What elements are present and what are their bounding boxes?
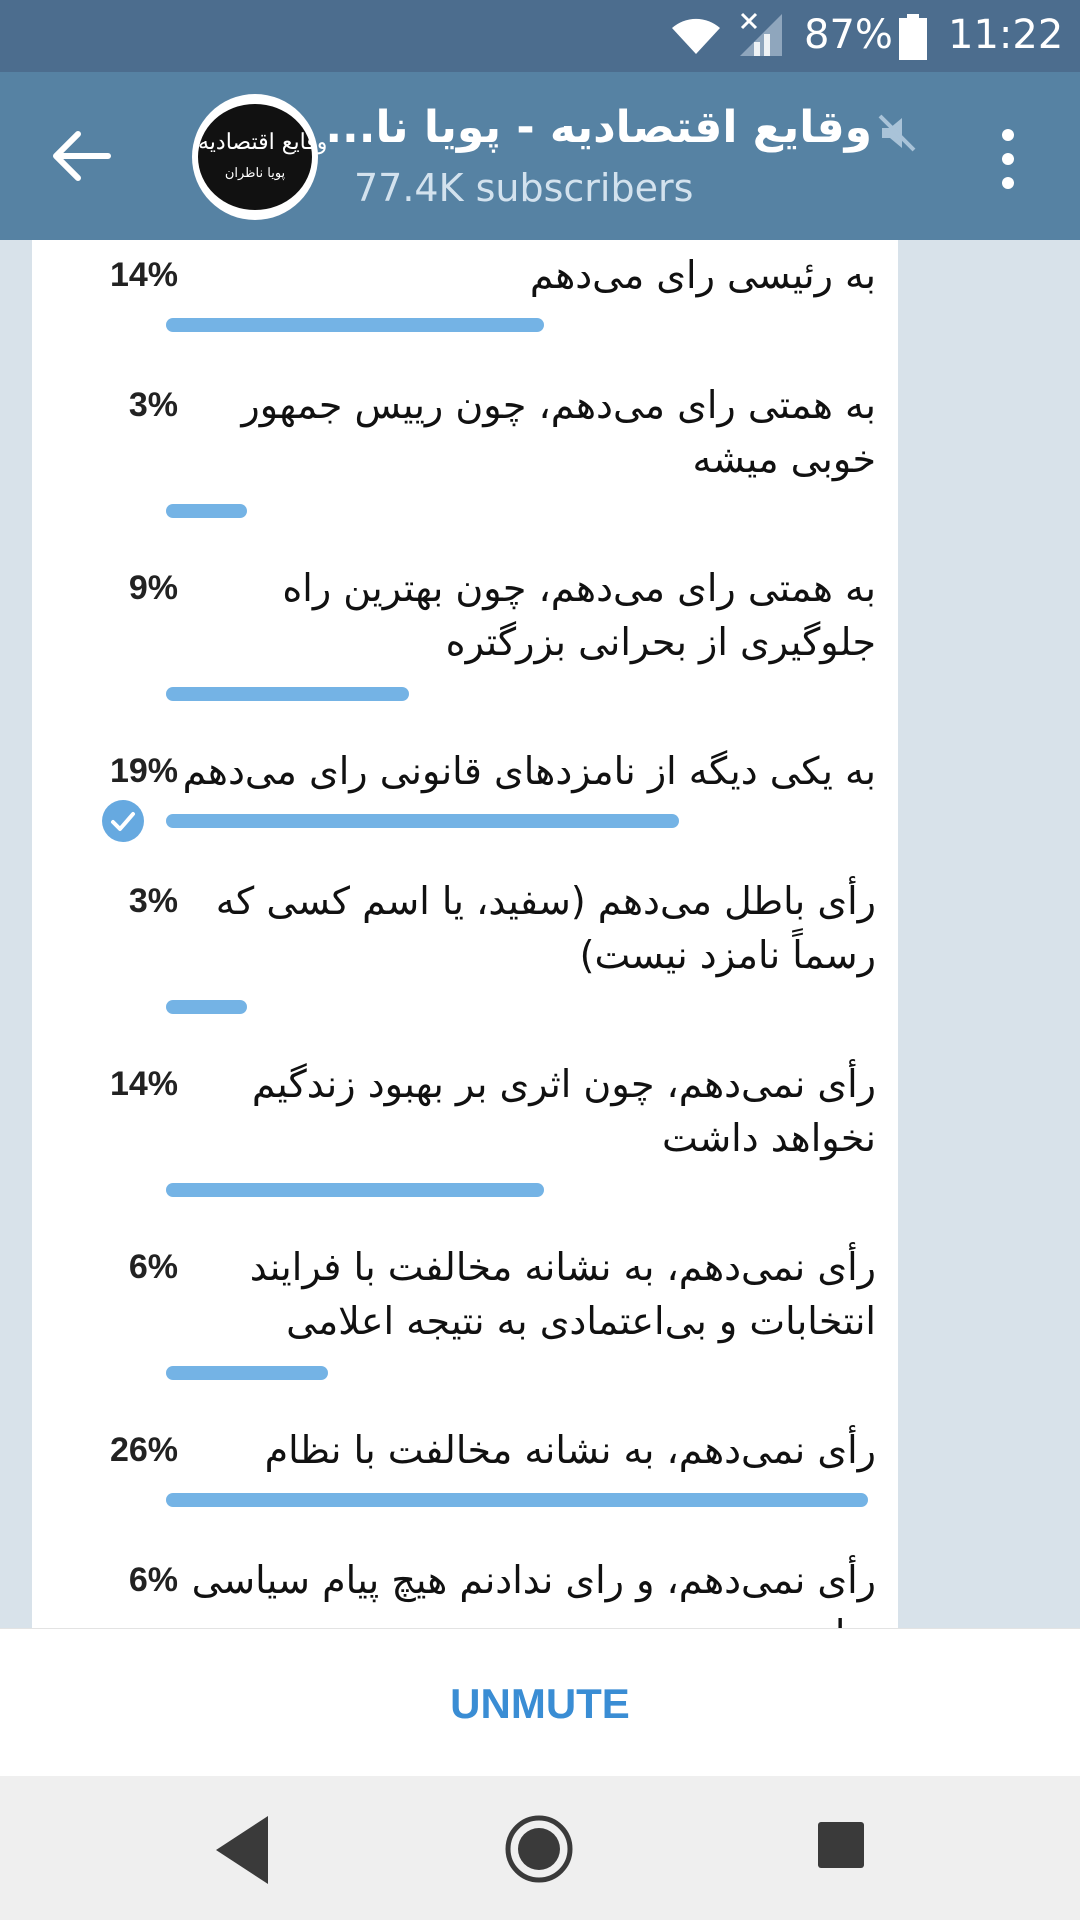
avatar-logo-text: وقایع اقتصادیه [198,130,328,155]
poll-option-text: به همتی رای می‌دهم، چون بهترین راه جلوگیری از بحرانی بزرگتره [282,566,876,664]
poll-result-bar [166,318,544,332]
poll-result-bar [166,504,247,518]
muted-speaker-icon [876,112,918,154]
poll-option-percent: 3% [128,882,178,920]
poll-option-percent: 9% [128,569,178,607]
avatar-logo-subtext: پویا ناظران [224,166,286,181]
poll-option-percent: 14% [109,1065,178,1103]
chat-background [0,240,1080,1628]
unmute-button[interactable]: UNMUTE [450,1680,630,1727]
poll-option-text: به رئیسی رای می‌دهم [529,253,876,297]
poll-result-bar [166,1493,868,1507]
subscriber-count: 77.4K subscribers [354,166,694,210]
signal-icon [738,12,784,58]
poll-option-text: رأی نمی‌دهم، به نشانه مخالفت با نظام [264,1428,876,1472]
poll-result-bar [166,687,409,701]
clock: 11:22 [948,12,1064,58]
poll-result-bar [166,1000,247,1014]
chosen-option-check-icon [102,800,144,842]
system-navigation-bar [0,1776,1080,1920]
poll-option-percent: 6% [128,1248,178,1286]
poll-option-text: رأی نمی‌دهم، و رای ندادنم هیچ پیام سیاسی [191,1558,876,1602]
poll-option-percent: 19% [109,752,178,790]
battery-icon [898,14,928,60]
poll-option-text: رأی نمی‌دهم، به نشانه مخالفت با فرایند انتخابات و بی‌اعتمادی به نتیجه اعلامی [249,1245,876,1343]
battery-percent: 87% [804,12,893,58]
back-arrow-icon[interactable] [48,122,116,190]
more-menu-icon[interactable] [996,126,1020,192]
poll-option-percent: 6% [128,1561,178,1599]
poll-message-bubble [32,240,898,1628]
wifi-icon [668,14,724,58]
poll-option-text: رأی نمی‌دهم، چون اثری بر بهبود زندگیم نخواهد داشت [251,1062,876,1160]
poll-option-percent: 3% [128,386,178,424]
poll-option-percent: 14% [109,256,178,294]
bottom-action-bar [0,1628,1080,1776]
poll-option-text: به همتی رای می‌دهم، چون رییس جمهور خوبی میشه [241,383,876,481]
poll-option-text: رأی باطل می‌دهم (سفید، یا اسم کسی که رسماً نامزد نیست) [215,879,876,977]
channel-header [0,72,1080,240]
nav-back-icon[interactable] [212,1812,272,1888]
nav-recent-apps-icon[interactable] [818,1822,864,1868]
avatar-logo [198,104,328,210]
poll-result-bar [166,1366,328,1380]
channel-title[interactable]: وقایع اقتصادیه - پویا نا... [325,102,872,153]
poll-result-bar [166,1183,544,1197]
nav-home-icon[interactable] [504,1814,574,1884]
poll-option-text: به یکی دیگه از نامزدهای قانونی رای می‌دهم [182,749,876,793]
poll-option-percent: 26% [109,1431,178,1469]
poll-result-bar [166,814,679,828]
status-bar [0,0,1080,72]
channel-avatar[interactable] [192,94,328,220]
